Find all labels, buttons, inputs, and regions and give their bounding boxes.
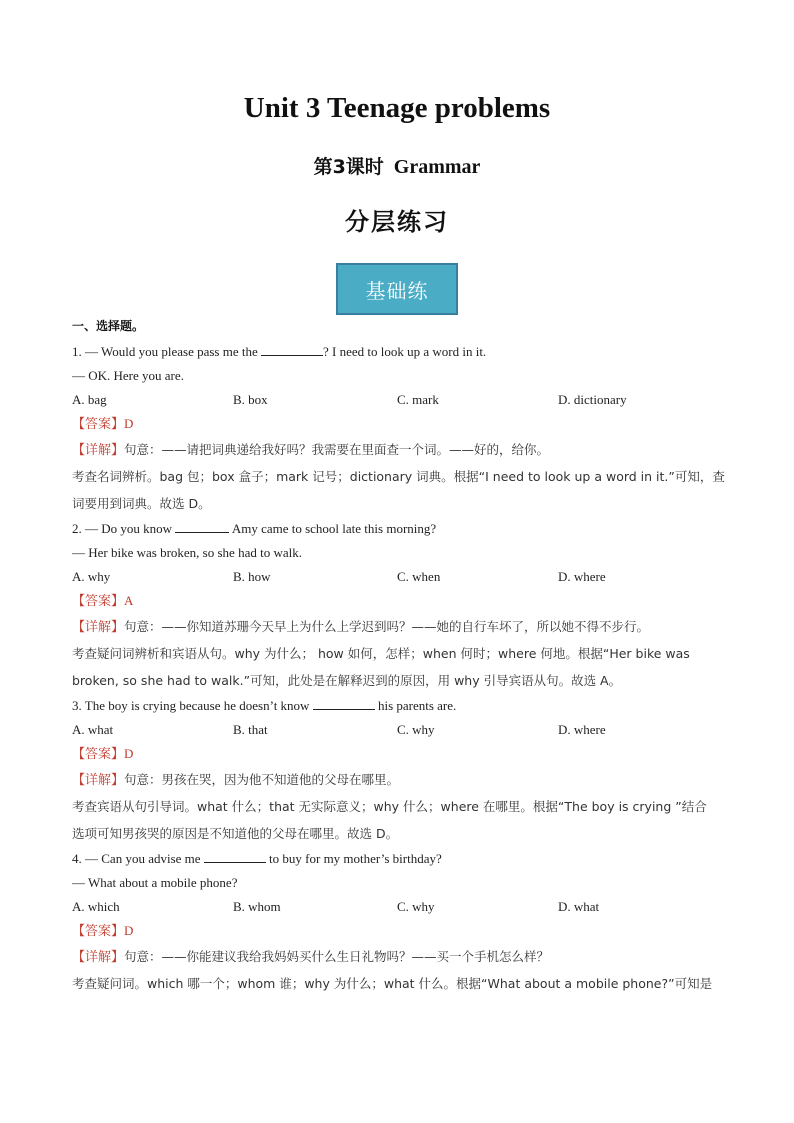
question-list [72, 340, 724, 997]
option-b: B. that [233, 722, 268, 737]
detail-line: 选项可知男孩哭的原因是不知道他的父母在哪里。故选 D。 [72, 826, 399, 841]
option-b: B. whom [233, 899, 281, 914]
option-c: C. when [397, 569, 441, 584]
detail-line: 词要用到词典。故选 D。 [72, 496, 211, 511]
option-a: A. what [72, 722, 114, 737]
detail-line: 【详解】句意：男孩在哭，因为他不知道他的父母在哪里。 [72, 772, 400, 788]
answer-line: 【答案】A [72, 593, 134, 609]
detail-line: 【详解】句意：——你知道苏珊今天早上为什么上学迟到吗？——她的自行车坏了，所以她不得不步行。 [72, 619, 650, 635]
question-stem: 3. The boy is crying because he doesn’t know his parents are. [72, 694, 724, 718]
page-title: Unit 3 Teenage problems [243, 92, 551, 124]
answer-value: A [124, 593, 134, 608]
detail-line: 考查疑问词辨析和宾语从句。why 为什么； how 如何，怎样；when 何时；where 何地。根据“Her bike was [72, 646, 690, 661]
detail-line: 考查名词辨析。bag 包；box 盒子；mark 记号；dictionary 词典。根据“I need to look up a word in it.”可知，查 [72, 469, 725, 484]
option-d: D. dictionary [558, 392, 627, 407]
option-row [72, 895, 724, 919]
lesson-topic: Grammar [393, 156, 481, 178]
detail-line: broken, so she had to walk.”可知，此处是在解释迟到的原因，用 why 引导宾语从句。故选 A。 [72, 673, 622, 688]
option-b: B. how [233, 569, 271, 584]
section-heading: 一、选择题。 [72, 319, 145, 333]
detail-line: 【详解】句意：——请把词典递给我好吗？我需要在里面查一个词。——好的，给你。 [72, 442, 550, 458]
lesson-subtitle [0, 152, 794, 179]
option-b: B. box [233, 392, 268, 407]
question-reply: — What about a mobile phone? [72, 875, 238, 890]
question-reply: — OK. Here you are. [72, 368, 184, 383]
answer-blank [204, 848, 266, 863]
layered-practice-heading: 分层练习 [345, 208, 449, 236]
answer-line: 【答案】D [72, 923, 134, 939]
answer-blank [175, 518, 229, 533]
answer-blank [313, 695, 375, 710]
detail-line: 【详解】句意：——你能建议我给我妈妈买什么生日礼物吗？——买一个手机怎么样？ [72, 949, 550, 965]
option-a: A. bag [72, 392, 107, 407]
option-c: C. mark [397, 392, 439, 407]
option-row [72, 565, 724, 589]
answer-line: 【答案】D [72, 416, 134, 432]
detail-line: 考查宾语从句引导词。what 什么；that 无实际意义；why 什么；where 在哪里。根据“The boy is crying ”结合 [72, 799, 707, 814]
question-stem: 4. — Can you advise me to buy for my mother’s birthday? [72, 847, 724, 871]
question-stem: 1. — Would you please pass me the ? I need to look up a word in it. [72, 340, 724, 364]
answer-value: D [124, 416, 134, 431]
option-c: C. why [397, 899, 435, 914]
option-c: C. why [397, 722, 435, 737]
answer-value: D [124, 923, 134, 938]
option-a: A. why [72, 569, 111, 584]
question-stem: 2. — Do you know Amy came to school late this morning? [72, 517, 724, 541]
option-d: D. where [558, 722, 606, 737]
detail-line: 考查疑问词。which 哪一个；whom 谁；why 为什么；what 什么。根据“What about a mobile phone?”可知是 [72, 976, 713, 991]
option-d: D. what [558, 899, 600, 914]
option-row [72, 718, 724, 742]
lesson-number: 第3课时 [313, 156, 384, 178]
answer-value: D [124, 746, 134, 761]
answer-line: 【答案】D [72, 746, 134, 762]
option-d: D. where [558, 569, 606, 584]
answer-blank [261, 341, 323, 356]
question-reply: — Her bike was broken, so she had to walk. [72, 545, 302, 560]
basic-practice-label: 基础练 [336, 263, 458, 315]
option-row [72, 388, 724, 412]
option-a: A. which [72, 899, 120, 914]
